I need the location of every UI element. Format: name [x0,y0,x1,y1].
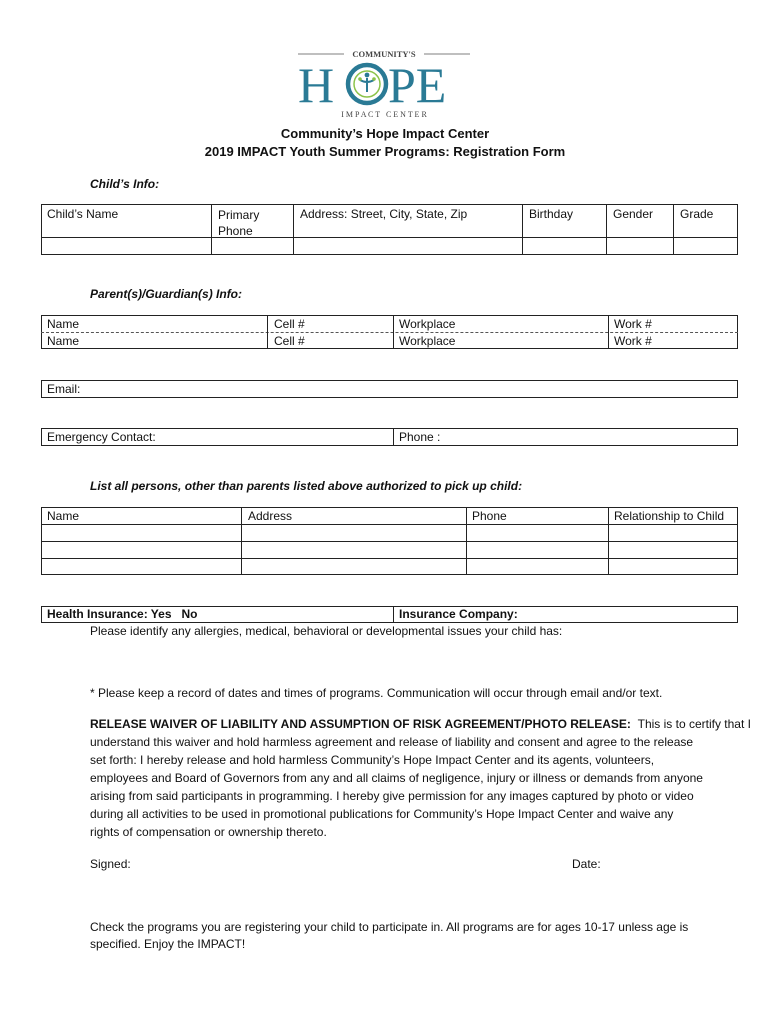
health-insurance-label: Health Insurance: Yes No [47,607,198,621]
pickup-label: List all persons, other than parents listed above authorized to pick up child: [90,479,523,493]
logo-bottom-text: I M P A C T C E N T E R [341,110,427,119]
insurance-company-label: Insurance Company: [399,607,518,621]
issues-prompt: Please identify any allergies, medical, behavioral or developmental issues your child has: [90,624,563,638]
waiver-paragraph [90,715,751,841]
child-info-label: Child’s Info: [90,177,160,191]
parent1-cell: Cell # [274,317,305,331]
waiver-line2: understand this waiver and hold harmless agreement and release of liability and consent and agree to the release [90,735,694,749]
pickup-col-address: Address [248,509,293,523]
hope-logo [296,46,472,120]
date-label: Date: [572,857,601,871]
col-gender: Gender [613,207,654,221]
waiver-heading: RELEASE WAIVER OF LIABILITY AND ASSUMPTION OF RISK AGREEMENT/PHOTO RELEASE: [90,717,631,731]
form-title-line1: Community’s Hope Impact Center [280,126,490,141]
emergency-contact-label: Emergency Contact: [47,430,156,444]
waiver-line6: during all activities to be used in promotional publications for Community’s Hope Impact Center and waive any [90,807,674,821]
col-address: Address: Street, City, State, Zip [300,207,468,221]
logo-letter-h: H [298,57,335,113]
logo-top-text: COMMUNITY'S [352,49,416,59]
parent2-workplace: Workplace [399,334,456,348]
waiver-line1: This is to certify that I [637,717,751,731]
email-field[interactable] [41,380,738,398]
programs-note-line2: specified. Enjoy the IMPACT! [90,937,246,951]
parent1-workplace: Workplace [399,317,456,331]
emergency-phone-label: Phone : [399,430,441,444]
waiver-line3: set forth: I hereby release and hold harmless Community’s Hope Impact Center and its agents, volunteers, [90,753,655,767]
pickup-col-relationship: Relationship to Child [614,509,725,523]
col-primary-phone: Primary Phone [218,208,260,238]
waiver-line4: employees and Board of Governors from any and all claims of negligence, injury or illness or demands from anyone [90,771,703,785]
pickup-col-phone: Phone [472,509,507,523]
parent1-name: Name [47,317,80,331]
pickup-col-name: Name [47,509,80,523]
waiver-line7: rights of compensation or ownership thereto. [90,825,327,839]
parent2-cell: Cell # [274,334,305,348]
signed-label: Signed: [90,857,131,871]
parent2-name: Name [47,334,80,348]
hope-logo-graphic [296,46,472,120]
parent2-work: Work # [614,334,652,348]
waiver-line5: arising from said participants in programming. I hereby give permission for any images captured by photo or video [90,789,694,803]
col-childs-name: Child’s Name [47,207,119,221]
logo-letters-pe: PE [388,57,447,113]
email-label: Email: [47,382,81,396]
parent-info-label: Parent(s)/Guardian(s) Info: [90,287,243,301]
record-note: * Please keep a record of dates and times of programs. Communication will occur through email and/or text. [90,686,663,700]
col-grade: Grade [680,207,714,221]
parent1-work: Work # [614,317,652,331]
form-title-line2: 2019 IMPACT Youth Summer Programs: Registration Form [204,144,566,159]
programs-note-line1: Check the programs you are registering your child to participate in. All programs are for ages 10-17 unless age is [90,920,689,934]
col-birthday: Birthday [529,207,574,221]
